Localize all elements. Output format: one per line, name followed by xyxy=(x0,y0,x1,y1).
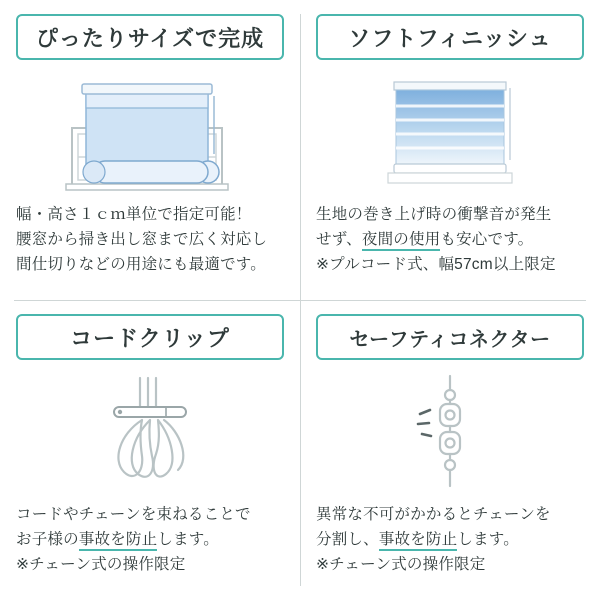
caption-line: コードやチェーンを束ねることで xyxy=(16,506,251,523)
caption-line: 幅・高さ１ｃｍ単位で指定可能！ xyxy=(16,206,252,223)
feature-caption-1 xyxy=(16,202,284,277)
feature-caption-4 xyxy=(316,502,584,577)
feature-cell-4 xyxy=(300,300,600,600)
horizontal-divider xyxy=(14,300,586,301)
caption-line-suffix: も安心です。 xyxy=(440,231,534,249)
caption-line: 間仕切りなどの用途にも最適です。 xyxy=(16,256,266,274)
caption-line-prefix: せず、 xyxy=(316,231,362,249)
feature-title-4: セーフティコネクター xyxy=(349,328,551,351)
feature-title-2: ソフトフィニッシュ xyxy=(348,25,552,51)
caption-note: ※チェーン式の操作限定 xyxy=(316,556,486,574)
roller-blind-window-icon xyxy=(16,68,284,196)
caption-note: ※プルコード式、幅57cm以上限定 xyxy=(316,256,556,274)
cord-clip-icon xyxy=(16,368,284,496)
caption-line-suffix: します。 xyxy=(457,531,519,549)
feature-title-3: コードクリップ xyxy=(70,325,230,351)
feature-title-box-1 xyxy=(16,14,284,60)
feature-cell-1 xyxy=(0,0,300,300)
feature-title-box-4 xyxy=(316,314,584,360)
caption-highlight: 事故を防止 xyxy=(379,531,458,551)
feature-cell-2 xyxy=(300,0,600,300)
safety-connector-icon xyxy=(316,368,584,496)
soft-finish-blind-icon xyxy=(316,68,584,196)
feature-title-1: ぴったりサイズで完成 xyxy=(35,25,265,51)
feature-title-box-3 xyxy=(16,314,284,360)
caption-line-prefix: お子様の xyxy=(16,531,79,549)
caption-line: 生地の巻き上げ時の衝撃音が発生 xyxy=(316,206,552,223)
caption-note: ※チェーン式の操作限定 xyxy=(16,556,186,574)
feature-caption-2 xyxy=(316,202,584,277)
caption-highlight: 夜間の使用 xyxy=(362,231,441,251)
caption-line-suffix: します。 xyxy=(157,531,219,549)
caption-line: 異常な不可がかかるとチェーンを xyxy=(316,506,551,523)
feature-title-box-2 xyxy=(316,14,584,60)
caption-highlight: 事故を防止 xyxy=(79,531,158,551)
caption-line-prefix: 分割し、 xyxy=(316,531,379,549)
feature-caption-3 xyxy=(16,502,284,577)
feature-cell-3 xyxy=(0,300,300,600)
caption-line: 腰窓から掃き出し窓まで広く対応し xyxy=(16,231,268,249)
